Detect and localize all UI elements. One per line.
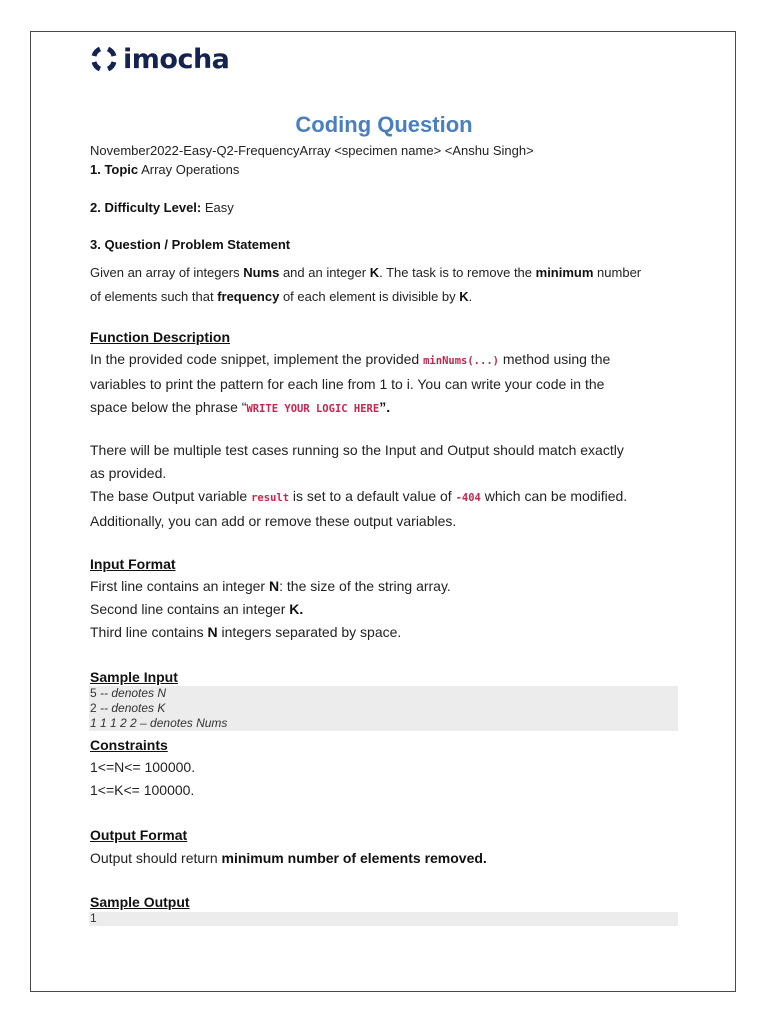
test-cases-paragraph: There will be multiple test cases running so the Input and Output should match exactly as provided. The base Output variable result is set to a default value of -404 which can be modified. Additionally, you can add or remove these output variables. bbox=[90, 442, 628, 529]
logo-text: imocha bbox=[123, 43, 230, 75]
specimen-line: November2022-Easy-Q2-FrequencyArray <specimen name> <Anshu Singh> bbox=[90, 143, 534, 158]
sample-input-nums: 1 1 1 2 2 – denotes Nums bbox=[90, 716, 228, 730]
code-write-your-logic: WRITE YOUR LOGIC HERE bbox=[246, 403, 380, 415]
input-format-text: First line contains an integer N: the size of the string array. Second line contains an integer K. Third line contains N integers separated by space. bbox=[90, 578, 451, 640]
output-format-heading: Output Format bbox=[90, 827, 188, 843]
sample-output-value: 1 bbox=[90, 911, 97, 925]
sample-input-k-value: 2 bbox=[90, 701, 97, 715]
difficulty-label: 2. Difficulty Level: bbox=[90, 200, 202, 215]
sample-input-lines: 5 -- denotes N 2 -- denotes K 1 1 1 2 2 – denotes Nums bbox=[90, 686, 228, 730]
function-description-text: In the provided code snippet, implement the provided minNums(...) method using the variables to print the pattern for each line from 1 to i. You can write your code in the space below the phrase “WRITE YOUR LOGIC HERE”. bbox=[90, 351, 611, 415]
sample-input-heading: Sample Input bbox=[90, 669, 178, 685]
input-format-heading: Input Format bbox=[90, 556, 176, 572]
code-minus-404: -404 bbox=[455, 492, 481, 504]
sample-input-n-value: 5 bbox=[90, 686, 97, 700]
topic-value: Array Operations bbox=[141, 162, 240, 177]
question-statement: Given an array of integers Nums and an integer K. The task is to remove the minimum number of elements such that frequency of each element is divisible by K. bbox=[90, 265, 642, 304]
difficulty-line bbox=[90, 200, 234, 215]
constraints-heading: Constraints bbox=[90, 737, 168, 753]
code-minnums: minNums(...) bbox=[423, 355, 499, 367]
question-heading: 3. Question / Problem Statement bbox=[90, 237, 291, 252]
difficulty-value: Easy bbox=[204, 200, 234, 215]
function-description-heading: Function Description bbox=[90, 329, 230, 345]
topic-line bbox=[90, 162, 239, 177]
imocha-logo bbox=[89, 44, 229, 74]
constraints-text: 1<=N<= 100000. 1<=K<= 100000. bbox=[90, 759, 196, 798]
sample-output-block bbox=[89, 912, 678, 926]
page-title: Coding Question bbox=[295, 112, 473, 137]
imocha-logo-icon bbox=[89, 44, 119, 74]
code-result: result bbox=[251, 492, 290, 504]
output-format-text: Output should return minimum number of elements removed. bbox=[90, 850, 487, 866]
sample-output-heading: Sample Output bbox=[90, 894, 190, 910]
topic-label: 1. Topic bbox=[90, 162, 139, 177]
